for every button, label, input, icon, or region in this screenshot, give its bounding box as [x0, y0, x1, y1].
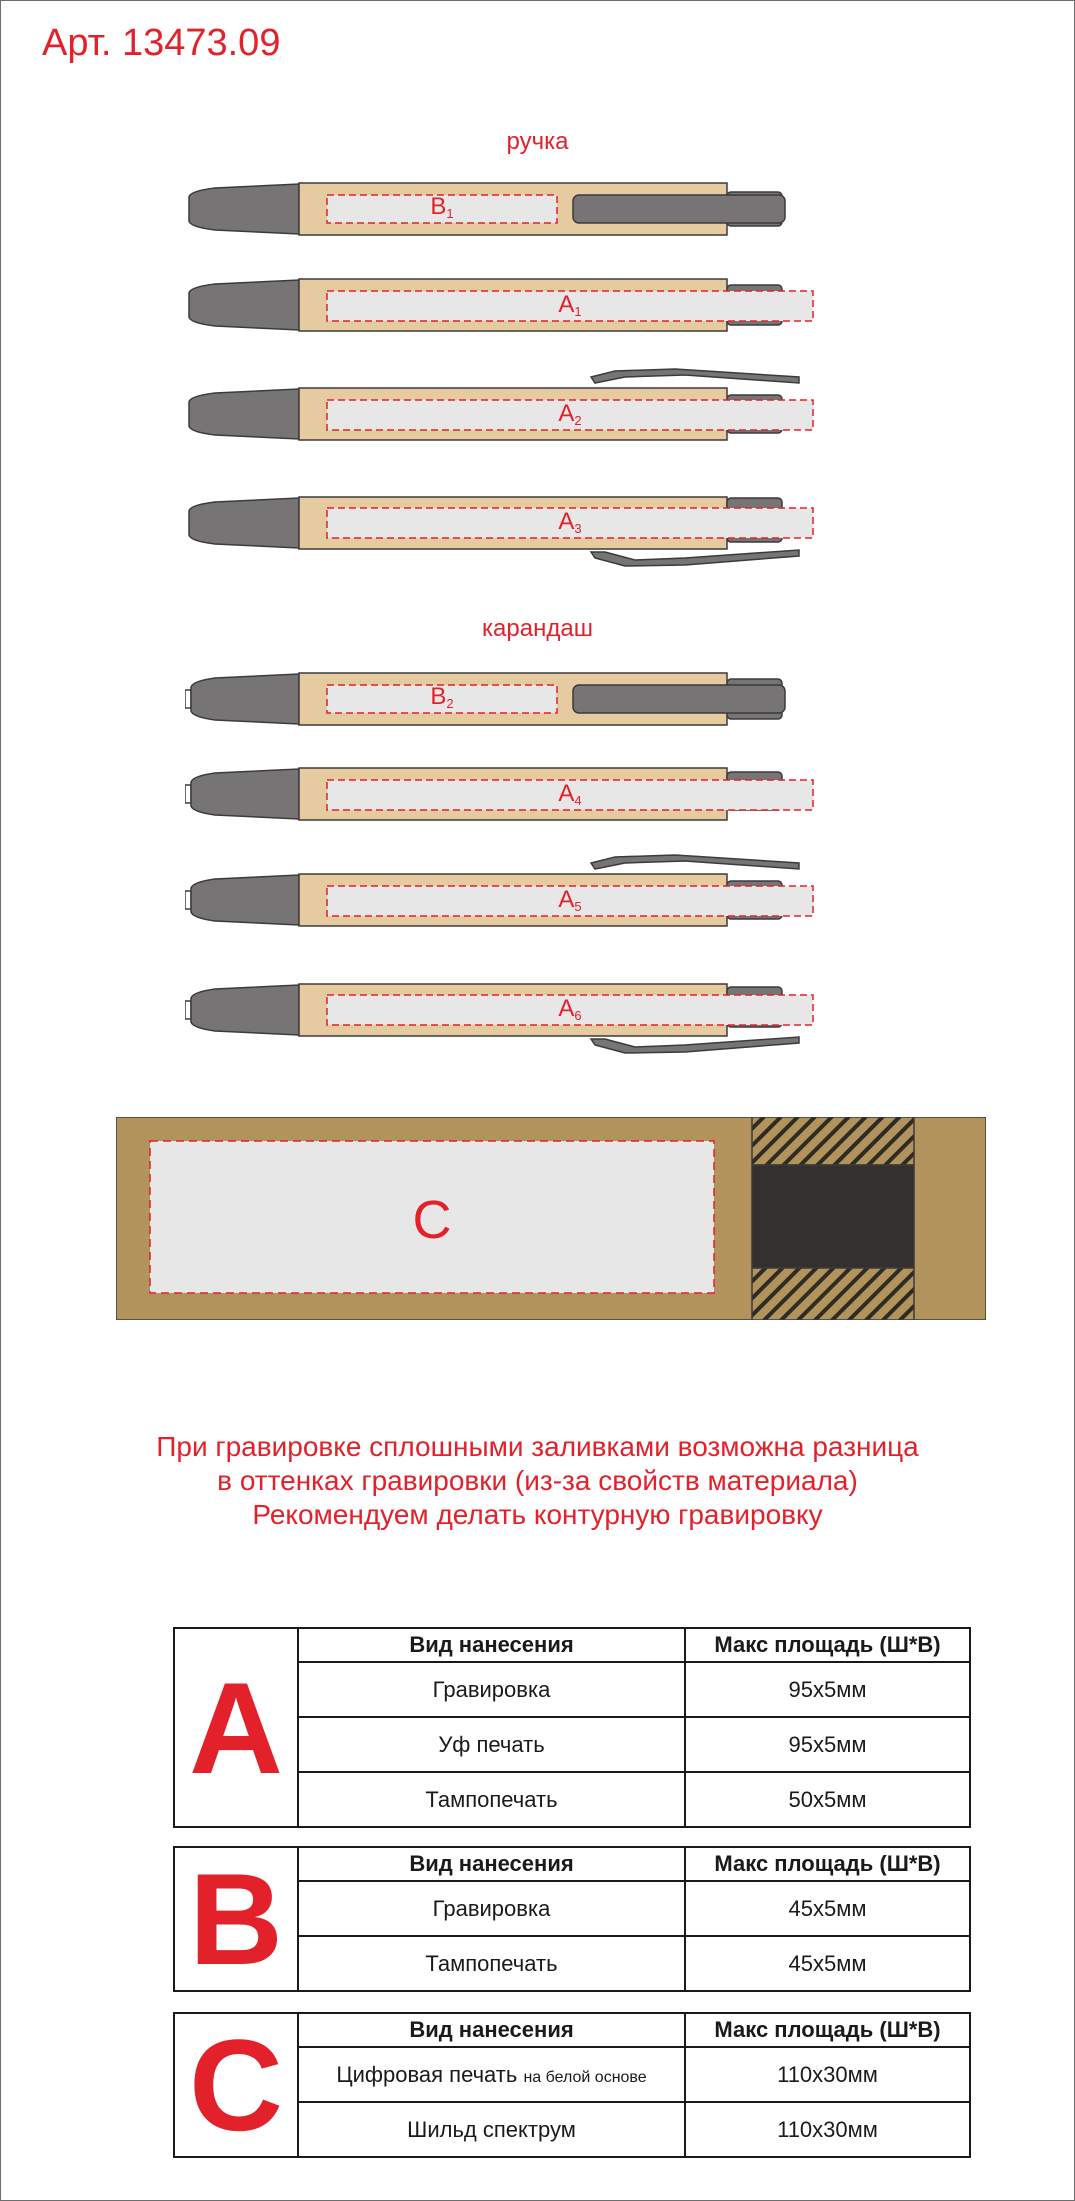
size-cell: 45х5мм	[685, 1881, 970, 1936]
zone-label-a4: $A_4$	[558, 780, 582, 808]
pen-clip-top-a2	[185, 365, 905, 435]
section-title-pen: ручка	[506, 128, 569, 155]
size-cell: 50х5мм	[685, 1772, 970, 1827]
zone-label-b1: $B_1$	[430, 193, 454, 221]
section-title-pencil: карандаш	[482, 615, 593, 642]
zone-label-b2: $B_2$	[430, 683, 454, 711]
pencil-clip-top-a5	[185, 851, 905, 921]
column-header: Вид нанесения	[298, 1628, 685, 1662]
method-cell: Тампопечать	[298, 1772, 685, 1827]
note-line: Рекомендуем делать контурную гравировку	[252, 1499, 823, 1530]
pencil-clip-bottom-a6	[185, 977, 905, 1047]
zone-label-a6: $A_6$	[558, 995, 582, 1023]
size-cell: 95х5мм	[685, 1717, 970, 1772]
spec-table-c	[173, 2012, 971, 2158]
method-cell: Гравировка	[298, 1881, 685, 1936]
table-letter-c: C	[174, 2013, 298, 2157]
table-letter-a: A	[174, 1628, 298, 1827]
zone-label-a3: $A_3$	[558, 508, 582, 536]
pen-side-view-a1	[185, 271, 905, 341]
pencil-front-view-b2	[185, 665, 905, 735]
column-header: Макс площадь (Ш*В)	[685, 1847, 970, 1881]
size-cell: 45х5мм	[685, 1936, 970, 1991]
zone-label-c: C	[412, 1190, 452, 1250]
method-cell: Уф печать	[298, 1717, 685, 1772]
zone-label-a5: $A_5$	[558, 886, 582, 914]
method-cell: Гравировка	[298, 1662, 685, 1717]
note-line: При гравировке сплошными заливками возможна разница	[156, 1431, 919, 1462]
method-name: Цифровая печать	[336, 2061, 518, 2087]
engraving-note	[0, 1430, 1075, 1532]
size-cell: 110х30мм	[685, 2102, 970, 2157]
column-header: Макс площадь (Ш*В)	[685, 1628, 970, 1662]
note-line: в оттенках гравировки (из-за свойств материала)	[217, 1465, 858, 1496]
spec-table-a	[173, 1627, 971, 1828]
pencil-side-view-a4	[185, 760, 905, 830]
method-cell	[298, 2047, 685, 2102]
spec-table-b	[173, 1846, 971, 1992]
method-note: на белой основе	[523, 2068, 647, 2086]
article-number: Арт. 13473.09	[42, 22, 281, 64]
pen-clip-bottom-a3	[185, 490, 905, 560]
method-cell: Шильд спектрум	[298, 2102, 685, 2157]
method-cell: Тампопечать	[298, 1936, 685, 1991]
table-letter-b: B	[174, 1847, 298, 1991]
zone-label-a1: $A_1$	[558, 291, 582, 319]
pen-front-view-b1	[185, 175, 905, 245]
size-cell: 95х5мм	[685, 1662, 970, 1717]
column-header: Вид нанесения	[298, 1847, 685, 1881]
size-cell: 110х30мм	[685, 2047, 970, 2102]
zone-label-a2: $A_2$	[558, 400, 582, 428]
column-header: Макс площадь (Ш*В)	[685, 2013, 970, 2047]
column-header: Вид нанесения	[298, 2013, 685, 2047]
